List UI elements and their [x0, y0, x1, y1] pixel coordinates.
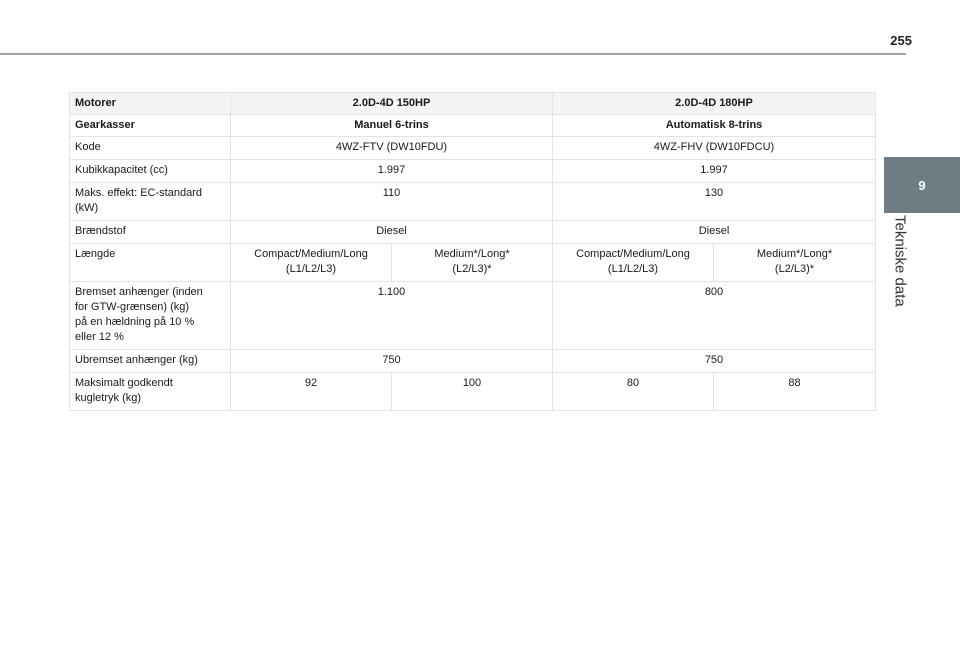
header-rule: [0, 53, 906, 55]
table-cell: 2.0D-4D 150HP: [231, 93, 553, 115]
table-cell: Compact/Medium/Long (L1/L2/L3): [553, 244, 714, 282]
table-row-bremset: [70, 282, 876, 350]
table-row-motor: [70, 93, 876, 115]
table-cell: 2.0D-4D 180HP: [553, 93, 876, 115]
row-label: Kode: [70, 137, 231, 160]
table-cell: 80: [553, 373, 714, 411]
table-cell: 750: [231, 350, 553, 373]
table-row-braendstof: [70, 221, 876, 244]
table-row-gear: [70, 115, 876, 137]
table-cell: 4WZ-FHV (DW10FDCU): [553, 137, 876, 160]
row-label: Ubremset anhænger (kg): [70, 350, 231, 373]
page-number: 255: [890, 33, 912, 48]
row-label: Brændstof: [70, 221, 231, 244]
table-cell: 1.997: [231, 160, 553, 183]
table-row-effekt: [70, 183, 876, 221]
table-row-ubremset: [70, 350, 876, 373]
table-cell: 4WZ-FTV (DW10FDU): [231, 137, 553, 160]
table-cell: Automatisk 8-trins: [553, 115, 876, 137]
spec-table: [69, 92, 876, 411]
row-label: Maks. effekt: EC-standard (kW): [70, 183, 231, 221]
table-cell: Diesel: [231, 221, 553, 244]
row-label: Gearkasser: [70, 115, 231, 137]
table-cell: Medium*/Long* (L2/L3)*: [392, 244, 553, 282]
chapter-tab: [884, 157, 960, 213]
row-label: Motorer: [70, 93, 231, 115]
table-cell: 110: [231, 183, 553, 221]
table-cell: 88: [714, 373, 876, 411]
table-cell: Diesel: [553, 221, 876, 244]
table-row-kubik: [70, 160, 876, 183]
table-cell: 800: [553, 282, 876, 350]
row-label: Bremset anhænger (inden for GTW-grænsen) (kg) på en hældning på 10 % eller 12 %: [70, 282, 231, 350]
row-label: Maksimalt godkendt kugletryk (kg): [70, 373, 231, 411]
row-label: Kubikkapacitet (cc): [70, 160, 231, 183]
table-cell: 130: [553, 183, 876, 221]
table-cell: Medium*/Long* (L2/L3)*: [714, 244, 876, 282]
table-cell: Manuel 6-trins: [231, 115, 553, 137]
table-cell: 1.997: [553, 160, 876, 183]
table-row-laengde: [70, 244, 876, 282]
table-cell: 1.100: [231, 282, 553, 350]
table-cell: Compact/Medium/Long (L1/L2/L3): [231, 244, 392, 282]
table-cell: 100: [392, 373, 553, 411]
table-row-kode: [70, 137, 876, 160]
table-cell: 750: [553, 350, 876, 373]
table-cell: 92: [231, 373, 392, 411]
chapter-number: 9: [918, 177, 926, 193]
section-title: Tekniske data: [891, 215, 909, 307]
table-row-kugletryk: [70, 373, 876, 411]
row-label: Længde: [70, 244, 231, 282]
